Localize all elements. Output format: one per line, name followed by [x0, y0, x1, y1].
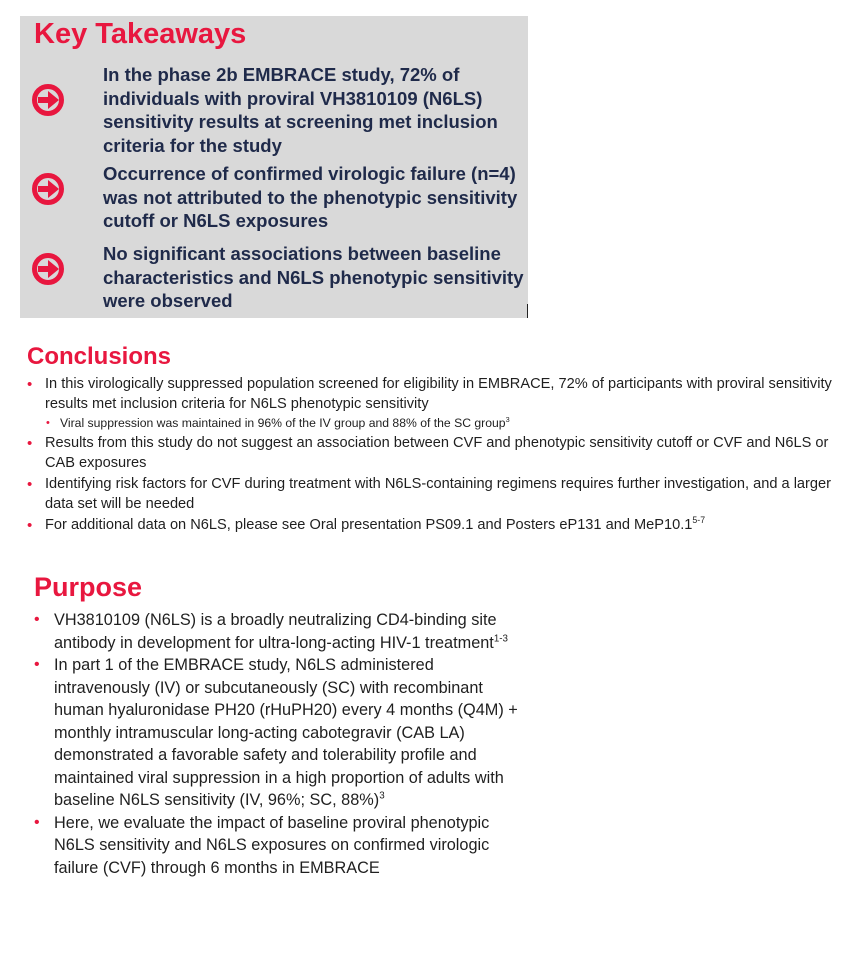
takeaway-text: Occurrence of confirmed virologic failure (n=4) was not attributed to the phenotypic sensitivity cutoff or N6LS exposures	[103, 163, 518, 231]
conclusions-title: Conclusions	[27, 343, 172, 370]
key-takeaways-title: Key Takeaways	[34, 18, 247, 50]
conclusion-text: Results from this study do not suggest an association between CVF and phenotypic sensitivity cutoff or CVF and N6LS or CAB exposures	[45, 435, 829, 471]
takeaway-text: No significant associations between baseline characteristics and N6LS phenotypic sensitivity were observed	[103, 243, 524, 311]
purpose-item	[34, 654, 518, 812]
purpose-item	[34, 609, 518, 654]
purpose-text: In part 1 of the EMBRACE study, N6LS administered intravenously (IV) or subcutaneously (SC) with recombinant human hyaluronidase PH20 (rHuPH20) every 4 months (Q4M) + monthly intramuscular long-acting cabotegravir (CAB LA) demonstrated a favorable safety and tolerability profile and maintained viral suppression in a high proportion of adults with baseline N6LS sensitivity (IV, 96%; SC, 88%)	[54, 656, 518, 809]
citation-superscript: 3	[505, 414, 510, 424]
conclusion-item	[27, 375, 847, 414]
conclusions-list	[27, 375, 847, 538]
conclusion-text: In this virologically suppressed population screened for eligibility in EMBRACE, 72% of participants with proviral sensitivity results met inclusion criteria for N6LS phenotypic sensitivity	[45, 376, 832, 412]
takeaway-text: In the phase 2b EMBRACE study, 72% of individuals with proviral VH3810109 (N6LS) sensitivity results at screening met inclusion criteria for the study	[103, 64, 498, 156]
conclusion-text: For additional data on N6LS, please see Oral presentation PS09.1 and Posters eP131 and MeP10.1	[45, 517, 693, 533]
right-arrow-circle-icon	[31, 172, 65, 206]
panel-edge-divider	[527, 304, 528, 318]
conclusion-item	[27, 475, 847, 514]
purpose-item	[34, 812, 494, 880]
citation-superscript: 3	[379, 790, 385, 802]
citation-superscript: 1-3	[493, 633, 508, 645]
conclusion-subitem-text: Viral suppression was maintained in 96% of the IV group and 88% of the SC group	[60, 416, 506, 430]
purpose-list	[34, 609, 518, 879]
right-arrow-circle-icon	[31, 252, 65, 286]
citation-superscript: 5-7	[692, 515, 706, 526]
conclusion-subitem	[27, 415, 847, 431]
right-arrow-circle-icon	[31, 83, 65, 117]
conclusion-item	[27, 434, 847, 473]
conclusion-text: Identifying risk factors for CVF during treatment with N6LS-containing regimens requires further investigation, and a larger data set will be needed	[45, 476, 832, 512]
purpose-text: Here, we evaluate the impact of baseline proviral phenotypic N6LS sensitivity and N6LS exposures on confirmed virologic failure (CVF) through 6 months in EMBRACE	[54, 813, 490, 877]
purpose-text: VH3810109 (N6LS) is a broadly neutralizing CD4-binding site antibody in development for ultra-long-acting HIV-1 treatment	[54, 611, 497, 652]
key-takeaways-panel	[20, 16, 528, 318]
conclusion-item	[27, 516, 847, 536]
purpose-title: Purpose	[34, 572, 143, 602]
